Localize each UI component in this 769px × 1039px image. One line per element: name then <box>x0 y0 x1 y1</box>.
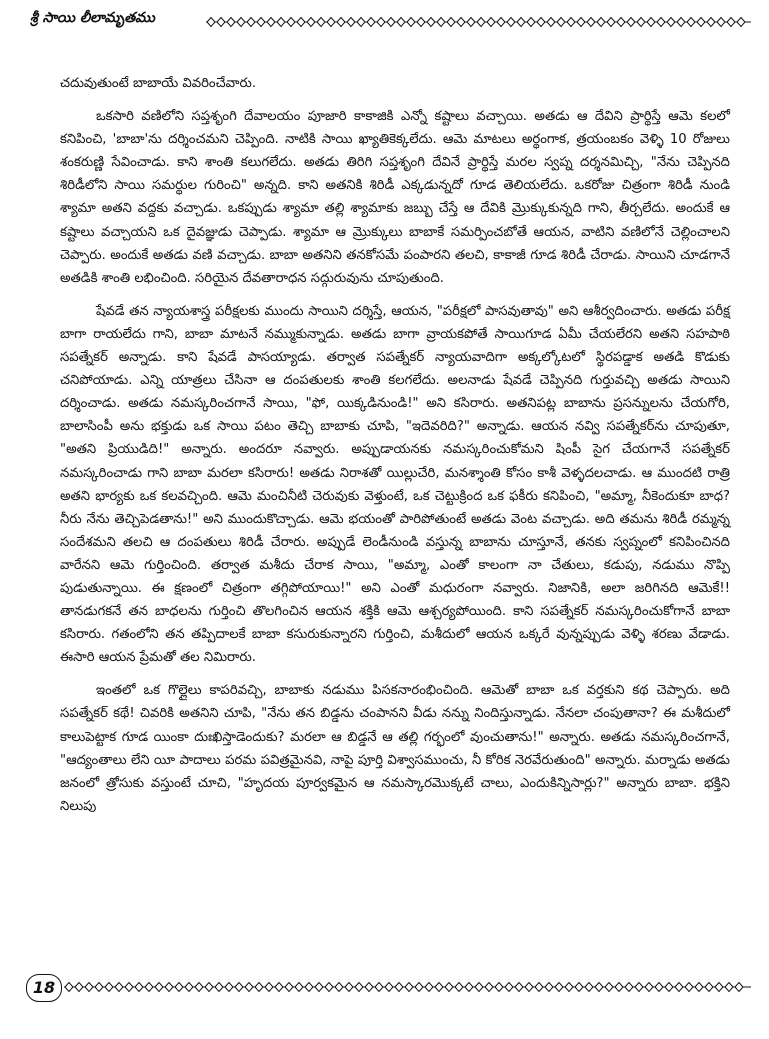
paragraph-continued: చదువుతుంటే బాబాయే వివరించేవారు. <box>60 76 257 91</box>
book-title: శ్రీ సాయి లీలామృతము <box>30 10 155 26</box>
paragraph-shepherdess-story: ఇంతలో ఒక గొల్లైలు కాపరివచ్చి, బాబాకు నడుము పిసకనారంభించింది. ఆమెతో బాబా ఒక వర్తకుని కథ చెప్పారు. అది సపత్నేకర్ కథే! చివరికి అతనిని చూపి, "నేను తన బిడ్డను చంపానని వీడు నన్ను నిందిస్తున్నాడు. నేనలా చంపుతానా? ఈ మశీదులో కాలుపెట్టాక గూడ యింకా దుఃఖిస్తాడెందుకు? మరలా ఆ బిడ్డనే ఆ తల్లి గర్భంలో వుంచుతాను!" అన్నారు. అతడు నమస్కరించగానే, "ఆద్యంతాలు లేని యీ పాదాలు పరమ పవిత్రమైనవి, నాపై పూర్తి విశ్వాసముంచు, నీ కోరిక నెరవేరుతుంది" అన్నారు. మర్నాడు అతడు జనంలో త్రోసుకు వస్తుంటే చూచి, "హృదయ పూర్వకమైన ఆ నమస్కారమొక్కటే చాలు, ఎందుకిన్నిసార్లు?" అన్నారు బాబా. భక్తిని నిలుపు <box>60 683 730 814</box>
paragraph-shevade-sapatnekar: షేవడే తన న్యాయశాస్త్ర పరీక్షలకు ముందు సాయిని దర్శిస్తే, ఆయన, "పరీక్షలో పాసవుతావు" అని ఆశీర్వదించారు. అతడు పరీక్ష బాగా రాయలేదు గాని, బాబా మాటనే నమ్ముకున్నాడు. అతడు బాగా వ్రాయకపోతే సాయిగూడ ఏమీ చేయలేరని అతని సహపాఠి సపత్నేకర్ అన్నాడు. కాని షేవడే పాసయ్యాడు. తర్వాత సపత్నేకర్ న్యాయవాదిగా అక్కల్కోటలో స్థిరపడ్డాక అతడి కొడుకు చనిపోయాడు. ఎన్ని యాత్రలు చేసినా ఆ దంపతులకు శాంతి కలగలేదు. అలనాడు షేవడే చెప్పినది గుర్తువచ్చి అతడు సాయిని దర్శించాడు. అతడు నమస్కరించగానే సాయి, "ఫో, యిక్కడినుండి!" అని కసిరారు. అతనిపట్ల బాబాను ప్రసన్నులను చేయగోరి, బాలాసింపీ అను భక్తుడు ఒక సాయి పటం తెచ్చి బాబాకు చూపి, "ఇదెవరిది?" అన్నాడు. ఆయన నవ్వి సపత్నేకర్‌ను చూపుతూ, "అతని ప్రియుడిది!" అన్నారు. అందరూ నవ్వారు. అప్పుడాయనకు నమస్కరించుకోమని షింపీ సైగ చేయగానే సపత్నేకర్ నమస్కరించాడు గాని బాబా మరలా కసిరారు! అతడు నిరాశతో యిల్లుచేరి, మనశ్శాంతి కోసం కాశీ వెళ్ళదలచాడు. ఆ ముందటి రాత్రి అతని భార్యకు ఒక కలవచ్చింది. ఆమె మంచినీటి చెరువుకు వెళ్తుంటే, ఒక చెట్టుక్రింద ఒక ఫకీరు కనిపించి, "అమ్మా, నీకెందుకూ బాధ? నీరు నేను తెచ్చిపెడతాను!" అని ముందుకొచ్చాడు. ఆమె భయంతో పారిపోతుంటే అతడు వెంట వచ్చాడు. అది తమను శిరిడీ రమ్మన్న సందేశమని తలచి ఆ దంపతులు శిరిడీ చేరారు. అప్పుడే లెండీనుండి వస్తున్న బాబాను చూస్తూనే, తనకు స్వప్నంలో కనిపించినది వారేనని ఆమె గుర్తించింది. తర్వాత మశీదు చేరాక సాయి, "అమ్మా, ఎంతో కాలంగా నా చేతులు, కడుపు, నడుము నొప్పి పుడుతున్నాయి. ఈ క్షణంలో చిత్రంగా తగ్గిపోయాయి!" అని ఎంతో మధురంగా నవ్వారు. నిజానికి, అలా జరిగినది ఆమెకే!! తానడుగకనే తన బాధలను గుర్తించి తొలగించిన ఆయన శక్తికి ఆమె ఆశ్చర్యపోయింది. కాని సపత్నేకర్ నమస్కరించుకోగానే బాబా కసిరారు. గతంలోని తన తప్పిదాలకే బాబా కసురుకున్నారని గుర్తించి, మశీదులో ఆయన ఒక్కరే వున్నప్పుడు వెళ్ళి శరణు వేడాడు. ఈసారి ఆయన ప్రేమతో తల నిమిరారు. <box>60 303 731 666</box>
paragraph-kakaji: ఒకసారి వణిలోని సప్తశృంగి దేవాలయం పూజారి కాకాజికి ఎన్నో కష్టాలు వచ్చాయి. అతడు ఆ దేవిని ప్రార్థిస్తే ఆమె కలలో కనిపించి, 'బాబా'ను దర్శించమని చెప్పింది. నాటికి సాయి ఖ్యాతికెక్కలేదు. ఆమె మాటలు అర్థంగాక, త్రయంబకం వెళ్ళి 10 రోజులు శంకరుణ్ణి సేవించాడు. కాని శాంతి కలుగలేదు. అతడు తిరిగి సప్తశృంగి దేవినే ప్రార్థిస్తే మరల స్వప్న దర్శనమిచ్చి, "నేను చెప్పినది శిరిడీలోని సాయి సమర్థుల గురించి" అన్నది. కాని అతనికి శిరిడీ ఎక్కడున్నదో గూడ తెలియలేదు. ఒకరోజు చిత్రంగా శిరిడీ నుండి శ్యామా అతని వద్దకు వచ్చాడు. ఒకప్పుడు శ్యామా తల్లి శ్యామాకు జబ్బు చేస్తే ఆ దేవికి మ్రొక్కుకున్నది గాని, తీర్చలేదు. అందుకే ఆ కష్టాలు వచ్చాయని ఒక దైవజ్ఞుడు చెప్పాడు. శ్యామా ఆ మ్రొక్కులు బాబాకే సమర్పించబోతే ఆయన, వాటిని వణిలోనే చెల్లించాలని చెప్పారు. అందుకే అతడు వణి వచ్చాడు. బాబా అతనిని తనకోసమే పంపారని తలచి, కాకాజీ గూడ శిరిడీ చేరాడు. సాయిని చూడగానే అతడికి శాంతి లభించింది. సరియైన దేవతారాధన సద్గురువును చూపుతుంది. <box>60 109 730 286</box>
page-body <box>60 72 730 828</box>
page-number: 18 <box>26 974 62 1002</box>
page-footer <box>24 974 751 1004</box>
running-header <box>26 8 751 34</box>
footer-ornament-icon <box>64 981 751 993</box>
header-ornament-icon <box>206 16 751 28</box>
